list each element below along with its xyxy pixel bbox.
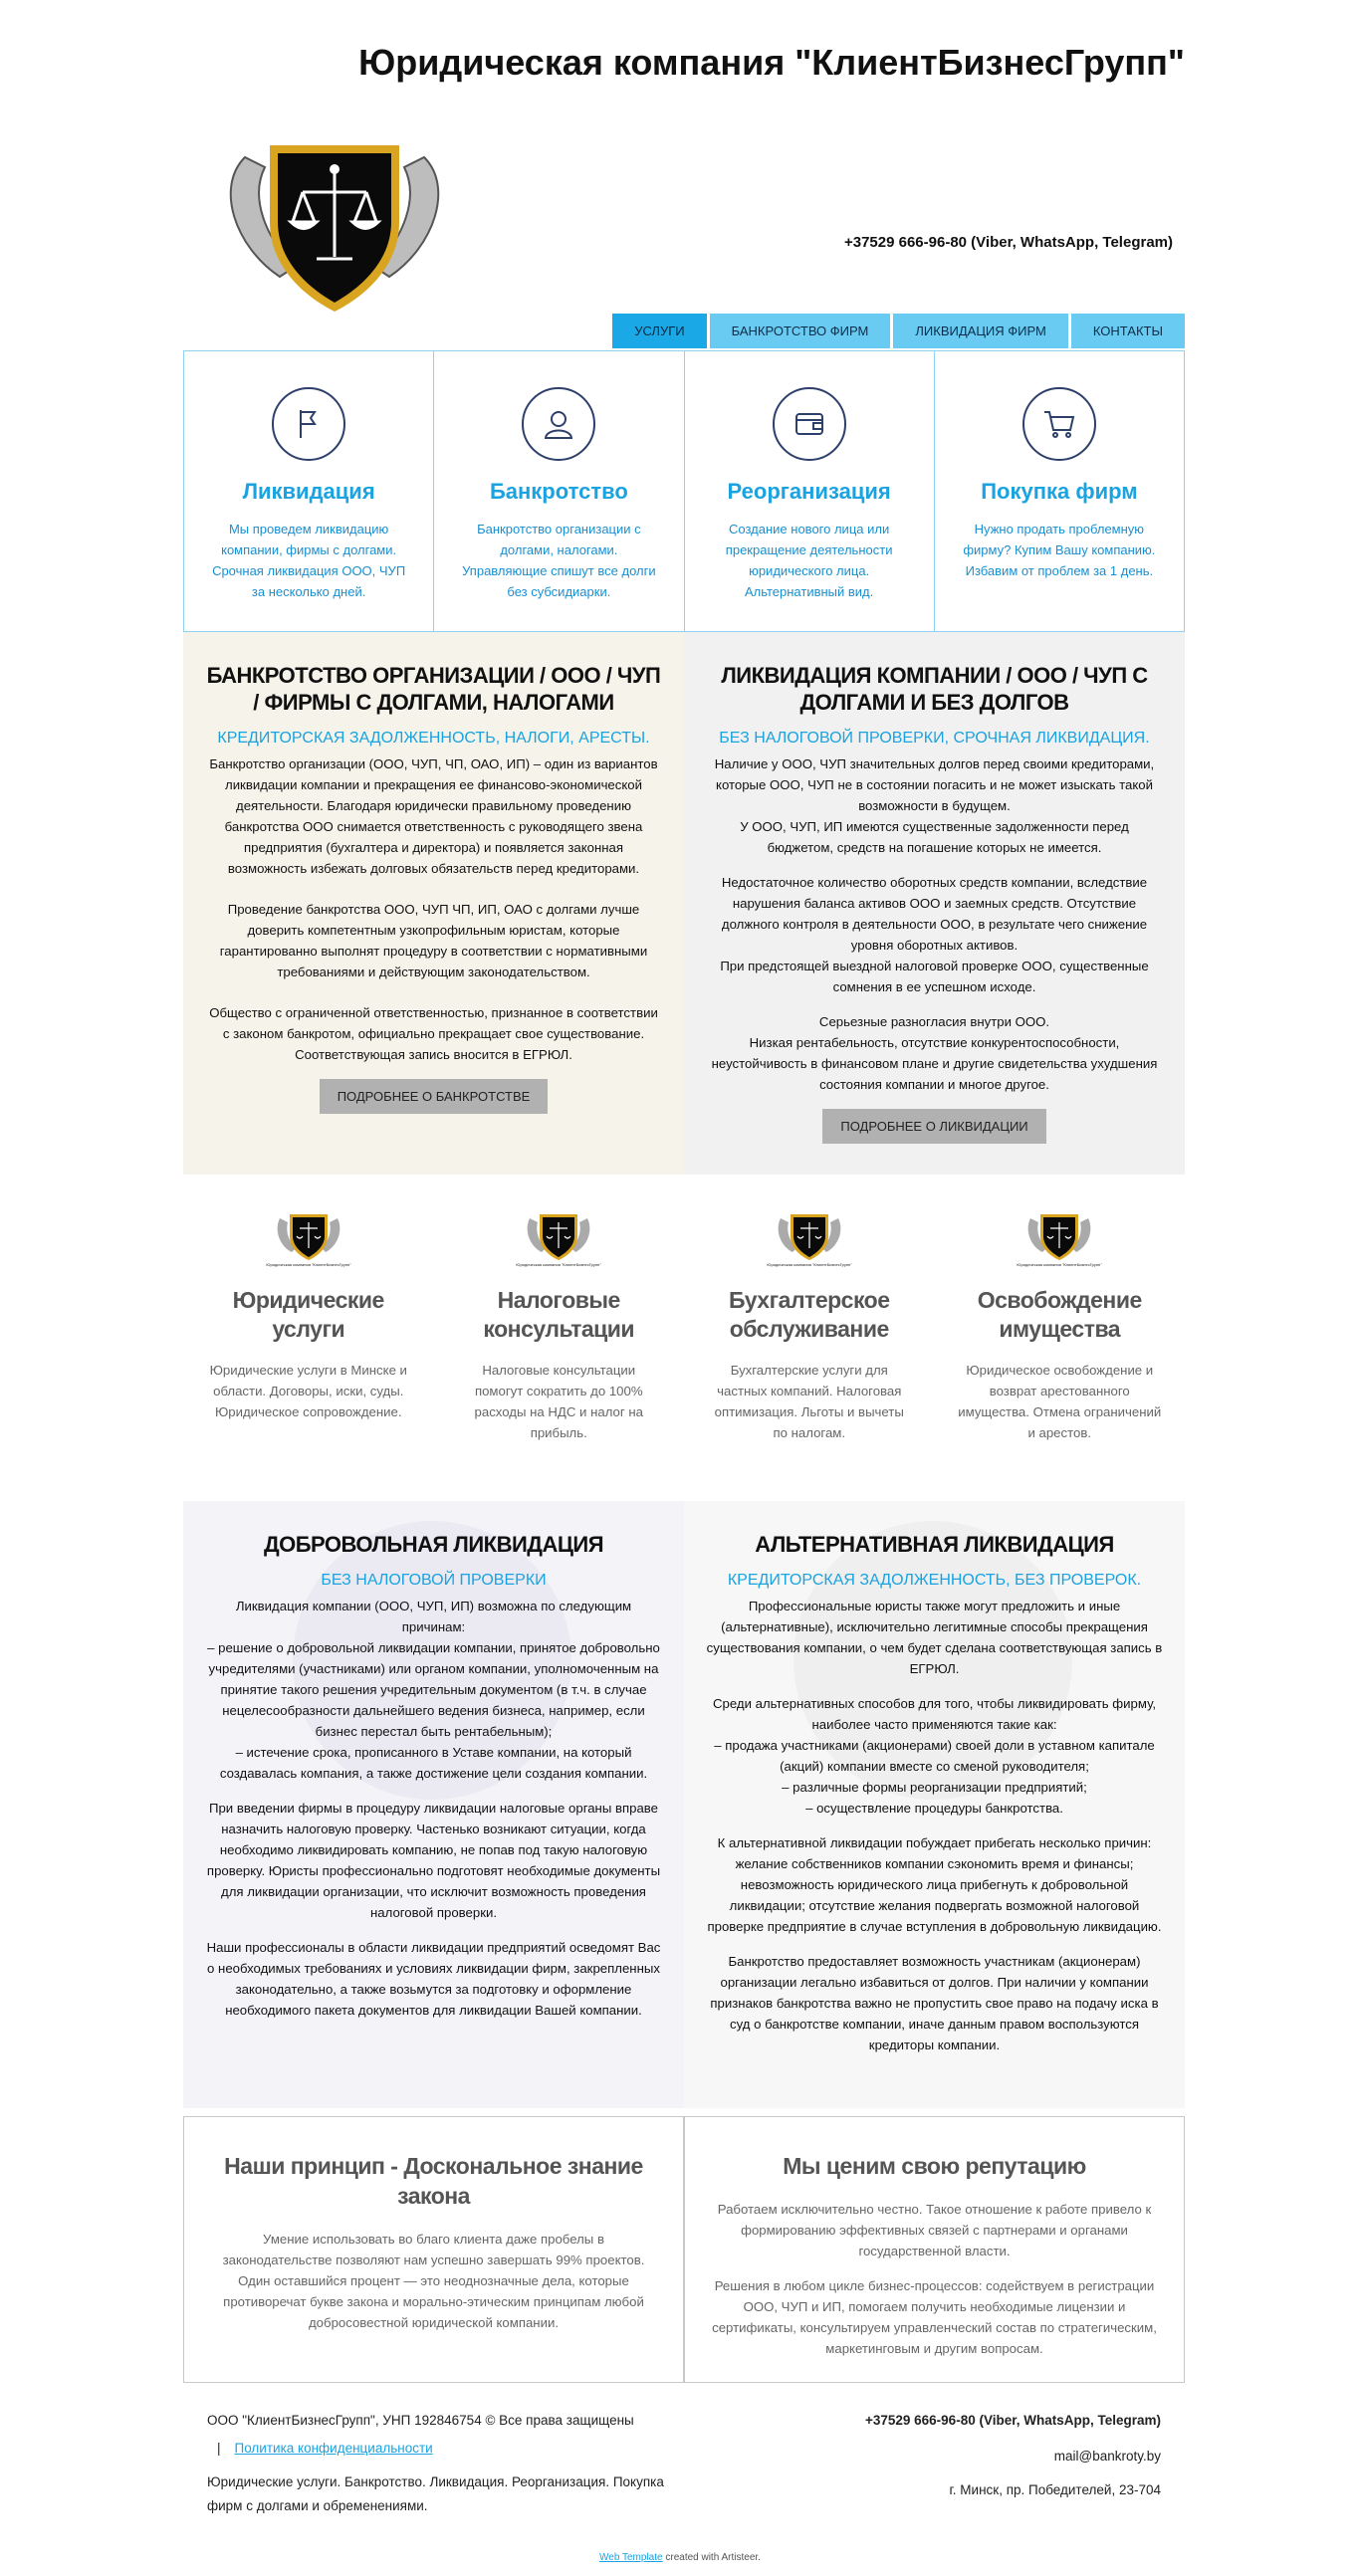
svg-text:Юридическая компания "КлиентБи: Юридическая компания "КлиентБизнесГрупп"	[266, 1262, 351, 1267]
mini-logo-icon	[266, 1210, 351, 1272]
liquidation-title: ЛИКВИДАЦИЯ КОМПАНИИ / ООО / ЧУП С ДОЛГАМИ И БЕЗ ДОЛГОВ	[721, 663, 1148, 715]
bankruptcy-paragraph: Проведение банкротства ООО, ЧУП ЧП, ИП, ОАО с долгами лучше доверить компетентным узкопрофильным юристам, которые гарантированно выполнят процедуру в соответствии с нормативными требованиями и действующим законодательством.	[219, 902, 648, 979]
voluntary-panel	[183, 1501, 684, 2108]
alternative-paragraph: К альтернативной ликвидации побуждает прибегать несколько причин: желание собственников компании сэкономить время и финансы; невозможность юридического лица прибегнуть к добровольной ликвидации; отсутствие желания подвергать возможной налоговой проверке предприятие в случае вступления в добровольную ликвидацию.	[707, 1835, 1162, 1934]
alternative-paragraph: – различные формы реорганизации предприятий;	[782, 1780, 1087, 1795]
bankruptcy-paragraph: Общество с ограниченной ответственностью, признанное в соответствии с законом банкротом, официально прекращает свое существование. Соответствующая запись вносится в ЕГРЮЛ.	[209, 1005, 658, 1062]
liquidation-paragraph: Серьезные разногласия внутри ООО.	[818, 1014, 1050, 1029]
liquidation-types-section	[183, 1501, 1185, 2108]
footer-left	[207, 2409, 675, 2518]
voluntary-subtitle: БЕЗ НАЛОГОВОЙ ПРОВЕРКИ	[321, 1572, 547, 1589]
liquidation-more-button[interactable]: ПОДРОБНЕЕ О ЛИКВИДАЦИИ	[822, 1109, 1045, 1144]
value-principle	[183, 2116, 684, 2383]
nav-contacts[interactable]: КОНТАКТЫ	[1071, 314, 1185, 348]
alternative-panel	[684, 1501, 1185, 2108]
scales-shield-icon	[225, 127, 444, 317]
voluntary-paragraph: Наши профессионалы в области ликвидации предприятий осведомят Вас о необходимых требованиях и условиях ликвидации фирм, закрепленных законодательно, а также возьмутся за подготовку и оформление необходимого пакета документов для ликвидации Вашей компании.	[206, 1940, 661, 2018]
liquidation-paragraph: У ООО, ЧУП, ИП имеются существенные задолженности перед бюджетом, средств на погашение которых не имеется.	[740, 819, 1129, 855]
feature-title: Бухгалтерское обслуживание	[728, 1287, 890, 1342]
site-title: Юридическая компания "КлиентБизнесГрупп"	[358, 42, 1185, 83]
feature-property	[935, 1202, 1186, 1443]
user-icon	[522, 387, 595, 461]
service-text: Нужно продать проблемную фирму? Купим Вашу компанию. Избавим от проблем за 1 день.	[963, 522, 1156, 578]
alternative-paragraph: – продажа участниками (акционерами) своей доли в уставном капитале (акций) компании вместе со сменой руководителя;	[714, 1738, 1155, 1774]
bankruptcy-panel	[183, 632, 684, 1175]
alternative-paragraph: Профессиональные юристы также могут предложить и иные (альтернативные), исключительно легитимные способы прекращения существования компании, о чем будет сделана соответствующая запись в ЕГРЮЛ.	[706, 1599, 1163, 1676]
liquidation-paragraph: Наличие у ООО, ЧУП значительных долгов перед своими кредиторами, которые ООО, ЧУП не в состоянии погасить и не может изыскать такой возможности в будущем.	[714, 756, 1155, 813]
privacy-link[interactable]: Политика конфиденциальности	[234, 2441, 433, 2456]
alternative-paragraph: Среди альтернативных способов для того, чтобы ликвидировать фирму, наиболее часто применяются такие как:	[712, 1696, 1157, 1732]
header-phone[interactable]: +37529 666-96-80 (Viber, WhatsApp, Telegram)	[843, 234, 1173, 251]
service-reorganization[interactable]	[685, 351, 935, 631]
footer-right	[865, 2409, 1161, 2502]
bankruptcy-paragraph: Банкротство организации (ООО, ЧУП, ЧП, ОАО, ИП) – один из вариантов ликвидации компании и прекращения ее финансово-экономической деятельности. Благодаря юридически правильному проведению банкротства ООО снимается ответственность с руководящего звена предприятия (бухгалтера и директора) и появляется законная возможность избежать долговых обязательств перед кредиторами.	[209, 756, 658, 876]
footer-address: г. Минск, пр. Победителей, 23-704	[949, 2482, 1161, 2497]
footer-tagline: Юридические услуги. Банкротство. Ликвидация. Реорганизация. Покупка фирм с долгами и обременениями.	[207, 2474, 664, 2513]
feature-title: Освобождение имущества	[977, 1287, 1142, 1342]
nav-bankruptcy[interactable]: БАНКРОТСТВО ФИРМ	[710, 314, 891, 348]
wallet-icon	[773, 387, 846, 461]
feature-legal	[183, 1202, 434, 1443]
web-template-link[interactable]: Web Template	[599, 2552, 663, 2563]
footer-copyright: ООО "КлиентБизнесГрупп", УНП 192846754 © Все права защищены	[207, 2413, 634, 2428]
mini-logo-icon	[767, 1210, 852, 1272]
feature-text: Юридическое освобождение и возврат арестованного имущества. Отмена ограничений и арестов.	[958, 1363, 1162, 1440]
alternative-paragraph: Банкротство предоставляет возможность участникам (акционерам) организации легально избавиться от долгов. При наличии у компании признаков банкротства важно не пропустить свое право на подачу иска в суд о банкротстве компании, иначе данным правом воспользуются кредиторы компании.	[710, 1954, 1159, 2052]
liquidation-paragraph: Низкая рентабельность, отсутствие конкурентоспособности, неустойчивость в финансовом плане и другие свидетельства ухудшения состояния компании и многое другое.	[711, 1035, 1158, 1092]
liquidation-subtitle: БЕЗ НАЛОГОВОЙ ПРОВЕРКИ, СРОЧНАЯ ЛИКВИДАЦИЯ.	[719, 730, 1150, 747]
feature-tax	[434, 1202, 685, 1443]
main-nav	[612, 314, 1185, 348]
service-title: Реорганизация	[727, 479, 891, 504]
footer-email[interactable]: mail@bankroty.by	[1053, 2449, 1161, 2464]
alternative-paragraph: – осуществление процедуры банкротства.	[805, 1801, 1063, 1816]
values-section	[183, 2116, 1185, 2383]
voluntary-paragraph: – истечение срока, прописанного в Уставе компании, на который создавалась компания, а также достижение цели создания компании.	[219, 1745, 648, 1781]
service-liquidation[interactable]	[184, 351, 434, 631]
credit-text: created with Artisteer.	[665, 2552, 761, 2563]
feature-text: Юридические услуги в Минске и области. Договоры, иски, суды. Юридическое сопровождение.	[209, 1363, 407, 1419]
flag-icon	[272, 387, 345, 461]
value-title: Наши принцип - Доскональное знание закона	[224, 2153, 643, 2209]
feature-text: Налоговые консультации помогут сократить до 100% расходы на НДС и налог на прибыль.	[474, 1363, 643, 1440]
value-text: Работаем исключительно честно. Такое отношение к работе привело к формированию эффективных связей с партнерами и органами государственной власти.	[717, 2202, 1152, 2258]
features-row	[183, 1202, 1185, 1443]
svg-text:Юридическая компания "КлиентБи: Юридическая компания "КлиентБизнесГрупп"	[1017, 1262, 1102, 1267]
mini-logo-icon	[516, 1210, 601, 1272]
value-text: Решения в любом цикле бизнес-процессов: содействуем в регистрации ООО, ЧУП и ИП, помогаем получить необходимые лицензии и сертификаты, консультируем управленческий состав по стратегическим, маркетинговым и другим вопросам.	[712, 2278, 1157, 2356]
mini-logo-icon	[1017, 1210, 1102, 1272]
nav-liquidation[interactable]: ЛИКВИДАЦИЯ ФИРМ	[893, 314, 1067, 348]
alternative-title: АЛЬТЕРНАТИВНАЯ ЛИКВИДАЦИЯ	[755, 1532, 1114, 1557]
services-row	[183, 350, 1185, 632]
value-title: Мы ценим свою репутацию	[783, 2153, 1086, 2179]
company-logo[interactable]	[225, 127, 444, 317]
service-bankruptcy[interactable]	[434, 351, 684, 631]
template-credit	[0, 2552, 1360, 2563]
bankruptcy-more-button[interactable]: ПОДРОБНЕЕ О БАНКРОТСТВЕ	[320, 1079, 549, 1114]
alternative-subtitle: КРЕДИТОРСКАЯ ЗАДОЛЖЕННОСТЬ, БЕЗ ПРОВЕРОК.	[727, 1572, 1142, 1589]
value-reputation	[684, 2116, 1185, 2383]
nav-services[interactable]: УСЛУГИ	[612, 314, 706, 348]
service-title: Покупка фирм	[981, 479, 1138, 504]
voluntary-paragraph: Ликвидация компании (ООО, ЧУП, ИП) возможна по следующим причинам:	[235, 1599, 632, 1634]
value-text: Умение использовать во благо клиента даже пробелы в законодательстве позволяют нам успешно завершать 99% проектов. Один оставшийся процент — это неоднозначные дела, которые противоречат букве закона и морально-этическим принципам любой добросовестной юридической компании.	[222, 2232, 645, 2330]
footer-phone[interactable]: +37529 666-96-80 (Viber, WhatsApp, Telegram)	[864, 2413, 1161, 2428]
cart-icon	[1022, 387, 1096, 461]
liquidation-panel	[684, 632, 1185, 1175]
feature-accounting	[684, 1202, 935, 1443]
svg-text:Юридическая компания "КлиентБи: Юридическая компания "КлиентБизнесГрупп"	[516, 1262, 601, 1267]
bankruptcy-title: БАНКРОТСТВО ОРГАНИЗАЦИИ / ООО / ЧУП / ФИРМЫ С ДОЛГАМИ, НАЛОГАМИ	[206, 663, 661, 715]
feature-title: Налоговые консультации	[483, 1287, 635, 1342]
feature-text: Бухгалтерские услуги для частных компаний. Налоговая оптимизация. Льготы и вычеты по налогам.	[714, 1363, 904, 1440]
liquidation-paragraph: При предстоящей выездной налоговой проверке ООО, существенные сомнения в ее успешном исходе.	[720, 959, 1149, 994]
svg-text:Юридическая компания "КлиентБи: Юридическая компания "КлиентБизнесГрупп"	[767, 1262, 852, 1267]
footer-separator: |	[217, 2441, 221, 2456]
service-text: Мы проведем ликвидацию компании, фирмы с долгами. Срочная ликвидация ООО, ЧУП за несколько дней.	[212, 522, 406, 599]
service-text: Создание нового лица или прекращение деятельности юридического лица. Альтернативный вид.	[725, 522, 893, 599]
bankruptcy-subtitle: КРЕДИТОРСКАЯ ЗАДОЛЖЕННОСТЬ, НАЛОГИ, АРЕСТЫ.	[217, 730, 650, 747]
voluntary-paragraph: При введении фирмы в процедуру ликвидации налоговые органы вправе назначить налоговую проверку. Частенько возникают ситуации, когда необходимо ликвидировать компанию, не попав под такую налоговую проверку. Юристы профессионально подготовят необходимые документы для ликвидации организации, что исключит возможность проведения налоговой проверки.	[206, 1801, 661, 1920]
service-purchase[interactable]	[935, 351, 1184, 631]
service-title: Ликвидация	[242, 479, 375, 504]
info-section	[183, 632, 1185, 1175]
voluntary-paragraph: – решение о добровольной ликвидации компании, принятое добровольно учредителями (участниками) или органом компании, уполномоченным на принятие такого решения учредительным документом (в т.ч. в случае нецелесообразности дальнейшего ведения бизнеса, например, если бизнес перестал быть рентабельным);	[207, 1640, 660, 1739]
voluntary-title: ДОБРОВОЛЬНАЯ ЛИКВИДАЦИЯ	[263, 1532, 604, 1557]
service-text: Банкротство организации с долгами, налогами. Управляющие спишут все долги без субсидиарки.	[462, 522, 656, 599]
feature-title: Юридические услуги	[232, 1287, 384, 1342]
liquidation-paragraph: Недостаточное количество оборотных средств компании, вследствие нарушения баланса активов ООО и заемных средств. Отсутствие должного контроля в деятельности ООО, в результате чего снижение уровня оборотных активов.	[721, 875, 1148, 953]
service-title: Банкротство	[489, 479, 628, 504]
